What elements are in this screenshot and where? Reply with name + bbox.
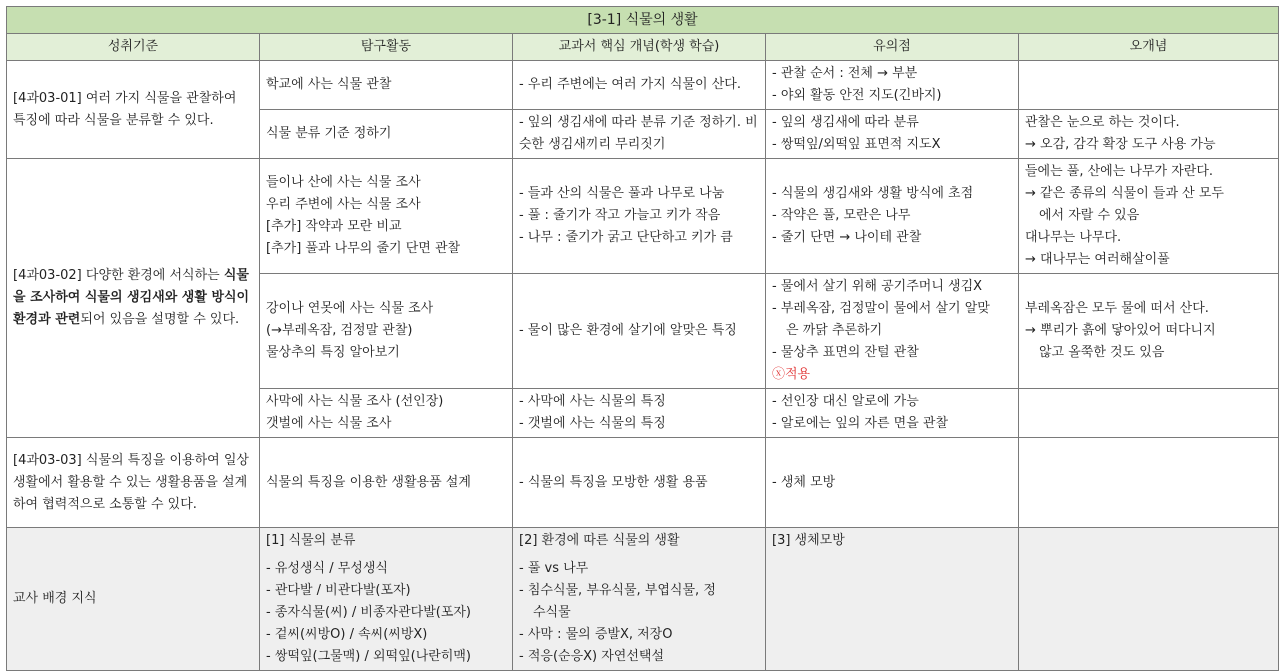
activity-cell: 사막에 사는 식물 조사 (선인장) 갯벌에 사는 식물 조사 bbox=[260, 389, 513, 438]
activity-cell: 식물의 특징을 이용한 생활용품 설계 bbox=[260, 438, 513, 528]
lesson-plan-table bbox=[6, 6, 1279, 671]
notes-cell: - 관찰 순서 : 전체 → 부분 - 야외 활동 안전 지도(긴바지) bbox=[766, 61, 1019, 110]
concept-cell: - 잎의 생김새에 따라 분류 기준 정하기. 비슷한 생김새끼리 무리짓기 bbox=[513, 110, 766, 159]
header-notes: 유의점 bbox=[766, 34, 1019, 61]
background-col-3: [3] 생체모방 bbox=[766, 528, 1019, 671]
header-misconception: 오개념 bbox=[1019, 34, 1279, 61]
header-concept: 교과서 핵심 개념(학생 학습) bbox=[513, 34, 766, 61]
background-col-1: [1] 식물의 분류 - 유성생식 / 무성생식 - 관다발 / 비관다발(포자) - 종자식물(씨) / 비종자관다발(포자) - 겉씨(씨방O) / 속씨(씨방X) - 쌍떡잎(그물맥) / 외떡잎(나란히맥) bbox=[260, 528, 513, 671]
table-title: [3-1] 식물의 생활 bbox=[7, 7, 1279, 34]
notes-cell: - 잎의 생김새에 따라 분류 - 쌍떡잎/외떡잎 표면적 지도X bbox=[766, 110, 1019, 159]
activity-cell: 학교에 사는 식물 관찰 bbox=[260, 61, 513, 110]
misconception-cell bbox=[1019, 389, 1279, 438]
concept-cell: - 들과 산의 식물은 풀과 나무로 나눔 - 풀 : 줄기가 작고 가늘고 키가 작음 - 나무 : 줄기가 굵고 단단하고 키가 큼 bbox=[513, 159, 766, 274]
header-standard: 성취기준 bbox=[7, 34, 260, 61]
activity-cell: 강이나 연못에 사는 식물 조사 (→부레옥잠, 검정말 관찰) 물상추의 특징 알아보기 bbox=[260, 274, 513, 389]
misconception-cell: 들에는 풀, 산에는 나무가 자란다. → 같은 종류의 식물이 들과 산 모두 에서 자랄 수 있음 대나무는 나무다. → 대나무는 여러해살이풀 bbox=[1019, 159, 1279, 274]
background-col-2: [2] 환경에 따른 식물의 생활 - 풀 vs 나무 - 침수식물, 부유식물, 부엽식물, 정 수식물 - 사막 : 물의 증발X, 저장O - 적응(순응X) 자연선택설 bbox=[513, 528, 766, 671]
activity-cell: 들이나 산에 사는 식물 조사 우리 주변에 사는 식물 조사 [추가] 작약과 모란 비교 [추가] 풀과 나무의 줄기 단면 관찰 bbox=[260, 159, 513, 274]
header-activity: 탐구활동 bbox=[260, 34, 513, 61]
teacher-background-label: 교사 배경 지식 bbox=[7, 528, 260, 671]
misconception-cell: 관찰은 눈으로 하는 것이다. → 오감, 감각 확장 도구 사용 가능 bbox=[1019, 110, 1279, 159]
concept-cell: - 사막에 사는 식물의 특징 - 갯벌에 사는 식물의 특징 bbox=[513, 389, 766, 438]
activity-cell: 식물 분류 기준 정하기 bbox=[260, 110, 513, 159]
notes-cell: - 선인장 대신 알로에 가능 - 알로에는 잎의 자른 면을 관찰 bbox=[766, 389, 1019, 438]
standard-4-03-02: [4과03-02] 다양한 환경에 서식하는 식물을 조사하여 식물의 생김새와 생활 방식이 환경과 관련되어 있음을 설명할 수 있다. bbox=[7, 159, 260, 438]
notes-cell: - 생체 모방 bbox=[766, 438, 1019, 528]
misconception-cell bbox=[1019, 438, 1279, 528]
standard-4-03-03: [4과03-03] 식물의 특징을 이용하여 일상생활에서 활용할 수 있는 생활용품을 설계하여 협력적으로 소통할 수 있다. bbox=[7, 438, 260, 528]
apply-mark: ⓧ적용 bbox=[772, 367, 811, 382]
standard-4-03-01: [4과03-01] 여러 가지 식물을 관찰하여 특징에 따라 식물을 분류할 수 있다. bbox=[7, 61, 260, 159]
concept-cell: - 식물의 특징을 모방한 생활 용품 bbox=[513, 438, 766, 528]
notes-cell: - 식물의 생김새와 생활 방식에 초점 - 작약은 풀, 모란은 나무 - 줄기 단면 → 나이테 관찰 bbox=[766, 159, 1019, 274]
notes-cell: - 물에서 살기 위해 공기주머니 생김X - 부레옥잠, 검정말이 물에서 살기 알맞 은 까닭 추론하기 - 물상추 표면의 잔털 관찰 ⓧ적용 bbox=[766, 274, 1019, 389]
misconception-cell bbox=[1019, 61, 1279, 110]
background-col-4 bbox=[1019, 528, 1279, 671]
concept-cell: - 물이 많은 환경에 살기에 알맞은 특징 bbox=[513, 274, 766, 389]
misconception-cell: 부레옥잠은 모두 물에 떠서 산다. → 뿌리가 흙에 닿아있어 떠다니지 않고 올쭉한 것도 있음 bbox=[1019, 274, 1279, 389]
concept-cell: - 우리 주변에는 여러 가지 식물이 산다. bbox=[513, 61, 766, 110]
